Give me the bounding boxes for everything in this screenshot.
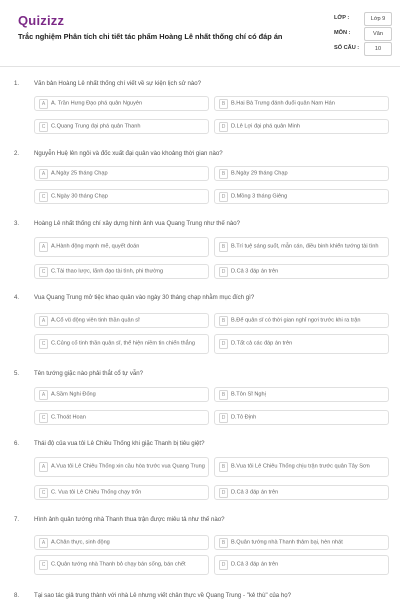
- option-letter: D: [219, 267, 228, 277]
- option-text: A. Trần Hưng Đạo phá quân Nguyên: [51, 99, 143, 106]
- option-b[interactable]: [214, 96, 389, 111]
- option-text: B.Tôn Sĩ Nghị: [231, 390, 266, 397]
- option-text: C.Ngày 30 tháng Chạp: [51, 192, 108, 199]
- option-letter: A: [39, 169, 48, 179]
- option-letter: B: [219, 316, 228, 326]
- option-d[interactable]: [214, 555, 389, 575]
- option-letter: C: [39, 560, 48, 570]
- option-letter: A: [39, 538, 48, 548]
- option-letter: C: [39, 413, 48, 423]
- option-a[interactable]: [34, 166, 209, 181]
- option-b[interactable]: [214, 313, 389, 328]
- option-text: D.Mồng 3 tháng Giêng: [231, 192, 288, 199]
- option-letter: C: [39, 192, 48, 202]
- option-c[interactable]: [34, 410, 209, 425]
- meta-class-value: Lớp 9: [364, 12, 392, 26]
- option-text: B.Vua tôi Lê Chiêu Thống chịu trận trước quân Tây Sơn: [231, 463, 370, 470]
- option-c[interactable]: [34, 334, 209, 354]
- option-text: D.Tất cả các đáp án trên: [231, 340, 293, 347]
- quizizz-logo: [18, 13, 64, 28]
- option-a[interactable]: [34, 237, 209, 257]
- option-d[interactable]: [214, 119, 389, 134]
- option-text: A.Sầm Nghi Đống: [51, 390, 96, 397]
- option-a[interactable]: [34, 96, 209, 111]
- option-text: D.Cả 3 đáp án trên: [231, 488, 279, 495]
- option-b[interactable]: [214, 237, 389, 257]
- question-number: 3.: [14, 220, 20, 227]
- option-text: D.Tô Định: [231, 413, 257, 420]
- worksheet-header: [0, 0, 400, 67]
- option-letter: D: [219, 413, 228, 423]
- option-letter: A: [39, 390, 48, 400]
- option-text: C.Quang Trung đại phá quân Thanh: [51, 122, 141, 129]
- meta-subject-value: Văn: [364, 27, 392, 41]
- option-letter: B: [219, 242, 228, 252]
- option-letter: D: [219, 122, 228, 132]
- option-d[interactable]: [214, 189, 389, 204]
- option-letter: D: [219, 192, 228, 202]
- option-text: A.Vua tôi Lê Chiêu Thống xin cầu hòa trước vua Quang Trung: [51, 463, 205, 470]
- option-letter: B: [219, 99, 228, 109]
- option-b[interactable]: [214, 166, 389, 181]
- option-text: D.Lê Lợi đại phá quân Minh: [231, 122, 300, 129]
- option-letter: A: [39, 462, 48, 472]
- option-text: B.Để quân sĩ có thời gian nghỉ ngơi trước khi ra trận: [231, 316, 361, 323]
- option-letter: A: [39, 242, 48, 252]
- option-letter: B: [219, 538, 228, 548]
- option-c[interactable]: [34, 119, 209, 134]
- worksheet-meta: [334, 12, 392, 57]
- option-text: A.Chân thực, sinh động: [51, 538, 110, 545]
- question-number: 8.: [14, 592, 20, 599]
- option-a[interactable]: [34, 387, 209, 402]
- meta-count-row: [334, 42, 392, 57]
- question-text: Vua Quang Trung mở tiệc khao quân vào ngày 30 tháng chạp nhằm mục đích gì?: [34, 294, 255, 301]
- question-number: 1.: [14, 80, 20, 87]
- option-letter: B: [219, 169, 228, 179]
- option-text: D.Cả 3 đáp án trên: [231, 267, 279, 274]
- meta-class-row: [334, 12, 392, 27]
- question-text: Hình ảnh quân tướng nhà Thanh thua trận được miêu tả như thế nào?: [34, 516, 225, 523]
- option-letter: B: [219, 462, 228, 472]
- option-text: C.Thoát Hoan: [51, 413, 86, 420]
- option-letter: B: [219, 390, 228, 400]
- option-a[interactable]: [34, 535, 209, 550]
- worksheet-title: Trắc nghiệm Phân tích chi tiết tác phẩm Hoàng Lê nhất thống chí có đáp án: [18, 32, 283, 41]
- meta-subject-label: MÔN :: [334, 30, 351, 36]
- question-number: 2.: [14, 150, 20, 157]
- option-text: B.Quân tướng nhà Thanh thảm bại, hèn nhát: [231, 538, 343, 545]
- option-a[interactable]: [34, 457, 209, 477]
- option-c[interactable]: [34, 485, 209, 500]
- option-c[interactable]: [34, 555, 209, 575]
- option-d[interactable]: [214, 410, 389, 425]
- option-letter: C: [39, 488, 48, 498]
- option-text: C.Củng cố tinh thần quân sĩ, thể hiện niềm tin chiến thắng: [51, 340, 195, 347]
- option-text: B.Hai Bà Trưng đánh đuổi quân Nam Hán: [231, 99, 335, 106]
- meta-class-label: LỚP :: [334, 15, 350, 21]
- meta-count-label: SỐ CÂU :: [334, 45, 360, 51]
- option-c[interactable]: [34, 189, 209, 204]
- option-letter: C: [39, 122, 48, 132]
- option-b[interactable]: [214, 387, 389, 402]
- question-number: 4.: [14, 294, 20, 301]
- question-number: 7.: [14, 516, 20, 523]
- option-text: A.Hành động mạnh mẽ, quyết đoán: [51, 243, 140, 250]
- option-letter: C: [39, 267, 48, 277]
- question-text: Tên tướng giặc nào phải thắt cổ tự vẫn?: [34, 370, 144, 377]
- question-number: 5.: [14, 370, 20, 377]
- option-b[interactable]: [214, 457, 389, 477]
- question-text: Thái độ của vua tôi Lê Chiêu Thống khi giặc Thanh bị tiêu giệt?: [34, 440, 205, 447]
- option-letter: D: [219, 488, 228, 498]
- option-text: C. Vua tôi Lê Chiêu Thống chạy trốn: [51, 488, 142, 495]
- option-text: A.Ngày 25 tháng Chạp: [51, 169, 108, 176]
- option-c[interactable]: [34, 264, 209, 279]
- option-d[interactable]: [214, 485, 389, 500]
- option-text: B.Ngày 29 tháng Chạp: [231, 169, 288, 176]
- option-letter: D: [219, 560, 228, 570]
- logo-text: Quizizz: [18, 13, 65, 28]
- option-text: C.Quân tướng nhà Thanh bỏ chạy bán sống, bán chết: [51, 561, 186, 568]
- option-text: A.Cổ vũ động viên tinh thần quân sĩ: [51, 316, 140, 323]
- option-d[interactable]: [214, 264, 389, 279]
- option-d[interactable]: [214, 334, 389, 354]
- question-text: Nguyễn Huệ lên ngôi và đốc xuất đại quân vào khoảng thời gian nào?: [34, 150, 223, 157]
- option-letter: D: [219, 339, 228, 349]
- option-letter: A: [39, 99, 48, 109]
- question-text: Tại sao tác giả trung thành với nhà Lê nhưng viết chân thực về Quang Trung - "kẻ thù" của họ?: [34, 592, 292, 599]
- question-number: 6.: [14, 440, 20, 447]
- option-b[interactable]: [214, 535, 389, 550]
- option-letter: A: [39, 316, 48, 326]
- question-text: Hoàng Lê nhất thống chí xây dựng hình ảnh vua Quang Trung như thế nào?: [34, 220, 241, 227]
- option-text: C.Tài thao lược, lãnh đạo tài tình, phi thường: [51, 267, 164, 274]
- meta-count-value: 10: [364, 42, 392, 56]
- option-a[interactable]: [34, 313, 209, 328]
- option-letter: C: [39, 339, 48, 349]
- meta-subject-row: [334, 27, 392, 42]
- option-text: D.Cả 3 đáp án trên: [231, 561, 279, 568]
- option-text: B.Trí tuệ sáng suốt, mẫn cán, điều binh khiển tướng tài tình: [231, 243, 379, 250]
- question-text: Văn bản Hoàng Lê nhất thống chí viết về sự kiện lịch sử nào?: [34, 80, 202, 87]
